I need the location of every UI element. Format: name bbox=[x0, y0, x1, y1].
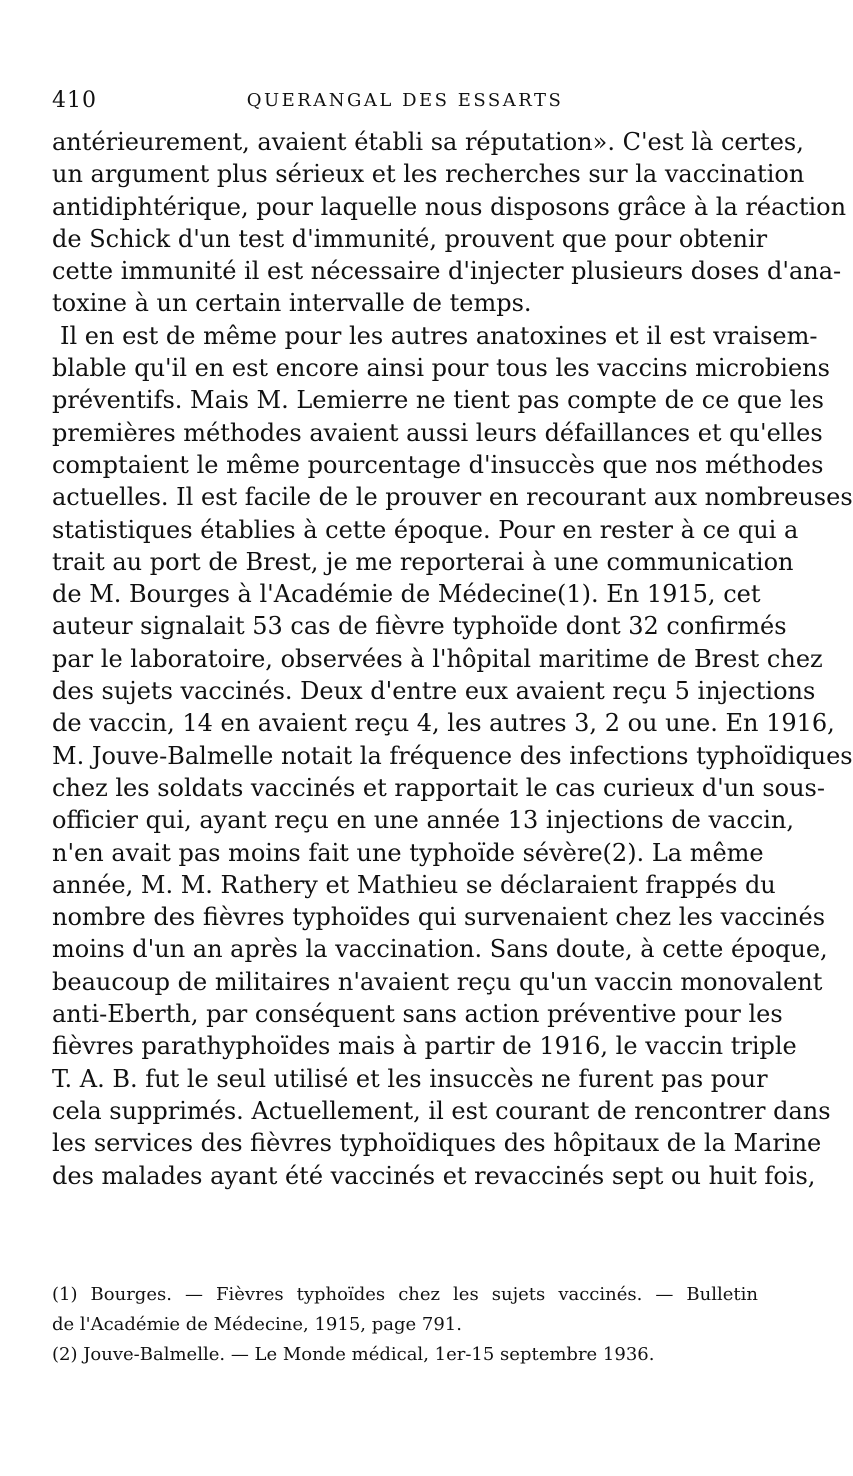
text-line: les services des fièvres typhoïdiques des hôpitaux de la Marine bbox=[52, 1129, 822, 1158]
text-line: de M. Bourges à l'Académie de Médecine(1). En 1915, cet bbox=[52, 580, 761, 609]
body-text bbox=[52, 126, 853, 1192]
text-line: cette immunité il est nécessaire d'injecter plusieurs doses d'ana- bbox=[52, 257, 842, 286]
text-line: statistiques établies à cette époque. Pour en rester à ce qui a bbox=[52, 515, 799, 544]
text-line: des sujets vaccinés. Deux d'entre eux avaient reçu 5 injections bbox=[52, 677, 816, 706]
text-line: beaucoup de militaires n'avaient reçu qu'un vaccin monovalent bbox=[52, 967, 823, 996]
text-line: antérieurement, avaient établi sa réputation». C'est là certes, bbox=[52, 128, 804, 156]
text-line: actuelles. Il est facile de le prouver en recourant aux nombreuses bbox=[52, 483, 853, 512]
text-line: moins d'un an après la vaccination. Sans doute, à cette époque, bbox=[52, 935, 828, 964]
text-line: de vaccin, 14 en avaient reçu 4, les autres 3, 2 ou une. En 1916, bbox=[52, 709, 835, 738]
text-line: officier qui, ayant reçu en une année 13 injections de vaccin, bbox=[52, 806, 795, 835]
text-line: préventifs. Mais M. Lemierre ne tient pas compte de ce que les bbox=[52, 386, 824, 415]
text-line: des malades ayant été vaccinés et revaccinés sept ou huit fois, bbox=[52, 1161, 816, 1190]
text-line: année, M. M. Rathery et Mathieu se déclaraient frappés du bbox=[52, 870, 776, 899]
text-line: chez les soldats vaccinés et rapportait le cas curieux d'un sous- bbox=[52, 773, 825, 802]
text-line: toxine à un certain intervalle de temps. bbox=[52, 289, 532, 318]
running-title: QUERANGAL DES ESSARTS bbox=[246, 90, 564, 111]
text-line: comptaient le même pourcentage d'insuccès que nos méthodes bbox=[52, 450, 824, 479]
text-line: premières méthodes avaient aussi leurs défaillances et qu'elles bbox=[52, 418, 823, 447]
text-line: M. Jouve-Balmelle notait la fréquence des infections typhoïdiques bbox=[52, 741, 853, 770]
page-header bbox=[52, 88, 758, 116]
text-line: trait au port de Brest, je me reporterai à une communication bbox=[52, 547, 794, 576]
text-line: blable qu'il en est encore ainsi pour tous les vaccins microbiens bbox=[52, 354, 830, 383]
text-line: antidiphtérique, pour laquelle nous disposons grâce à la réaction bbox=[52, 192, 847, 221]
text-line: un argument plus sérieux et les recherches sur la vaccination bbox=[52, 160, 805, 189]
text-line: nombre des fièvres typhoïdes qui survenaient chez les vaccinés bbox=[52, 903, 826, 932]
text-line: auteur signalait 53 cas de fièvre typhoïde dont 32 confirmés bbox=[52, 612, 787, 641]
footnote-line: de l'Académie de Médecine, 1915, page 791. bbox=[52, 1314, 462, 1335]
footnote-line: (2) Jouve-Balmelle. — Le Monde médical, 1er-15 septembre 1936. bbox=[52, 1344, 655, 1365]
text-line: anti-Eberth, par conséquent sans action préventive pour les bbox=[52, 1000, 783, 1029]
footnotes bbox=[52, 1280, 758, 1370]
text-line: T. A. B. fut le seul utilisé et les insuccès ne furent pas pour bbox=[52, 1064, 768, 1093]
text-line: par le laboratoire, observées à l'hôpital maritime de Brest chez bbox=[52, 644, 823, 673]
text-line: cela supprimés. Actuellement, il est courant de rencontrer dans bbox=[52, 1096, 831, 1125]
text-line: fièvres parathyphoïdes mais à partir de 1916, le vaccin triple bbox=[52, 1032, 797, 1061]
text-line: de Schick d'un test d'immunité, prouvent que pour obtenir bbox=[52, 224, 768, 253]
footnote-line: (1) Bourges. — Fièvres typhoïdes chez les sujets vaccinés. — Bulletin bbox=[52, 1284, 758, 1305]
page-number: 410 bbox=[52, 88, 97, 113]
text-line: n'en avait pas moins fait une typhoïde sévère(2). La même bbox=[52, 838, 764, 867]
text-line: Il en est de même pour les autres anatoxines et il est vraisem- bbox=[60, 321, 818, 350]
